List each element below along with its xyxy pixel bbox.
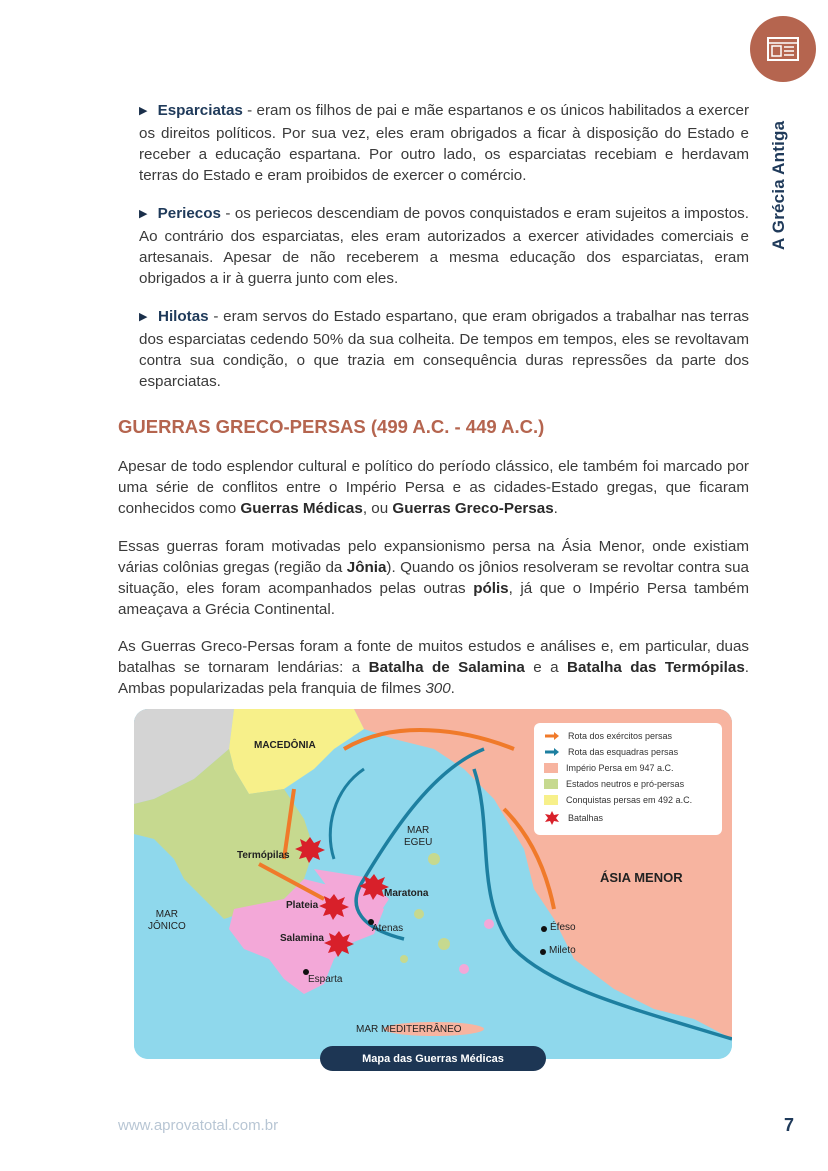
label-mar-mediterraneo: MAR MEDITERRÂNEO <box>356 1024 462 1035</box>
label-mileto: Mileto <box>549 945 576 956</box>
para-text: Apesar de todo esplendor cultural e político do período clássico, ele também foi marcado por uma série de conflitos entre o Império Persa e as cidades-Estado gregas, que ficaram conhecidos como <box>118 458 749 517</box>
page-number: 7 <box>784 1115 795 1135</box>
para-text: , ou <box>362 500 393 517</box>
yellow-swatch <box>544 795 558 805</box>
bullet-arrow-icon: ▶ <box>139 311 148 323</box>
legend-item <box>544 761 674 775</box>
map-caption: Mapa das Guerras Médicas <box>320 1046 546 1071</box>
orange-arrow-icon <box>544 731 560 741</box>
legend-item <box>544 777 684 791</box>
label-mar-egeu <box>404 825 432 849</box>
sea-label-line: MAR <box>155 909 178 920</box>
sea-label-line: EGEU <box>404 837 433 848</box>
para-text: . Ambas popularizadas pela franquia de filmes <box>118 659 749 697</box>
para-bold: Guerras Médicas <box>240 500 363 517</box>
para-text: . <box>553 500 558 517</box>
bullet-periecos <box>139 203 749 289</box>
label-salamina: Salamina <box>280 933 324 944</box>
legend-label: Rota dos exércitos persas <box>568 731 673 741</box>
greco-persian-wars-map <box>134 709 732 1059</box>
para-bold: Batalha das Termópilas <box>566 659 745 676</box>
legend-item <box>544 811 603 825</box>
chapter-badge <box>750 16 816 82</box>
section-title: GUERRAS GRECO-PERSAS (499 A.C. - 449 A.C.) <box>118 416 545 437</box>
bullet-arrow-icon: ▶ <box>139 208 148 220</box>
bullet-esparciatas <box>139 100 749 186</box>
legend-label: Conquistas persas em 492 a.C. <box>566 795 693 805</box>
sea-label-line: JÔNICO <box>148 921 186 932</box>
legend-label: Estados neutros e pró-persas <box>566 779 685 789</box>
label-termopilas: Termópilas <box>237 850 290 861</box>
legend-label: Império Persa em 947 a.C. <box>566 763 674 773</box>
footer-url[interactable]: www.aprovatotal.com.br <box>118 1117 279 1134</box>
salmon-swatch <box>544 763 558 773</box>
para-text: ). Quando os jônios resolveram se revoltar contra sua situação, eles foram acompanhados pelas outras <box>118 559 749 597</box>
bullet-text: - eram servos do Estado espartano, que eram obrigados a trabalhar nas terras dos esparciatas cedendo 50% da sua colheita. De tempos em tempos, eles se revoltavam contra sua condição, o que trazia em consequência duras repressões da parte dos esparciatas. <box>139 308 749 390</box>
bullet-arrow-icon: ▶ <box>139 105 148 117</box>
green-swatch <box>544 779 558 789</box>
label-asia-menor: ÁSIA MENOR <box>600 870 683 885</box>
legend-item <box>544 745 678 759</box>
paragraph-3 <box>118 636 749 699</box>
bullet-term: Hilotas <box>157 308 209 325</box>
map-scroll-icon <box>765 33 801 65</box>
bullet-list <box>139 100 749 409</box>
label-atenas: Atenas <box>372 923 404 934</box>
para-text: As Guerras Greco-Persas foram a fonte de muitos estudos e análises e, em particular, duas batalhas se tornaram lendárias: a <box>118 638 749 676</box>
paragraph-2 <box>118 536 749 620</box>
bullet-hilotas <box>139 306 749 392</box>
para-bold: Jônia <box>346 559 387 576</box>
para-bold: Guerras Greco-Persas <box>392 500 554 517</box>
legend-item <box>544 729 672 743</box>
para-bold: pólis <box>473 580 509 597</box>
label-maratona: Maratona <box>384 888 429 899</box>
legend-label: Rota das esquadras persas <box>568 747 679 757</box>
label-plateia: Plateia <box>286 900 319 911</box>
para-text: , já que o Império Persa também ameaçava a Grécia Continental. <box>118 580 749 618</box>
legend-label: Batalhas <box>568 813 604 823</box>
map-legend <box>534 723 722 835</box>
para-bold: Batalha de Salamina <box>368 659 525 676</box>
para-text: Essas guerras foram motivadas pelo expansionismo persa na Ásia Menor, onde existiam várias colônias gregas (região da <box>118 538 749 576</box>
para-italic: 300 <box>425 680 451 697</box>
label-mar-jonico <box>148 909 186 933</box>
bullet-term: Periecos <box>157 205 221 222</box>
para-text: . <box>450 680 455 697</box>
label-efeso: Éfeso <box>550 922 576 933</box>
label-macedonia: MACEDÔNIA <box>254 740 316 751</box>
bullet-text: - os periecos descendiam de povos conquistados e eram sujeitos a impostos. Ao contrário dos esparciatas, eles eram autorizados a exercer atividades comerciais e artesanais. Apesar de não receberem a mesma educação dos esparciatas, eram obrigados a ir à guerra junto com eles. <box>139 205 749 287</box>
label-esparta: Esparta <box>308 974 343 985</box>
paragraph-1 <box>118 456 749 519</box>
bullet-term: Esparciatas <box>157 102 243 119</box>
bullet-text: - eram os filhos de pai e mãe espartanos e os únicos habilitados a exercer os direitos políticos. Por sua vez, eles eram obrigados a ficar à disposição do Estado e receber a educação espartana. Por outro lado, os esparciatas recebiam e herdavam terras do Estado e eram proibidos de exercer o comércio. <box>139 102 749 184</box>
battle-burst-icon <box>544 811 560 825</box>
blue-arrow-icon <box>544 747 560 757</box>
chapter-side-title: A Grécia Antiga <box>769 120 788 250</box>
legend-item <box>544 793 692 807</box>
sea-label-line: MAR <box>407 825 430 836</box>
para-text: e a <box>524 659 567 676</box>
